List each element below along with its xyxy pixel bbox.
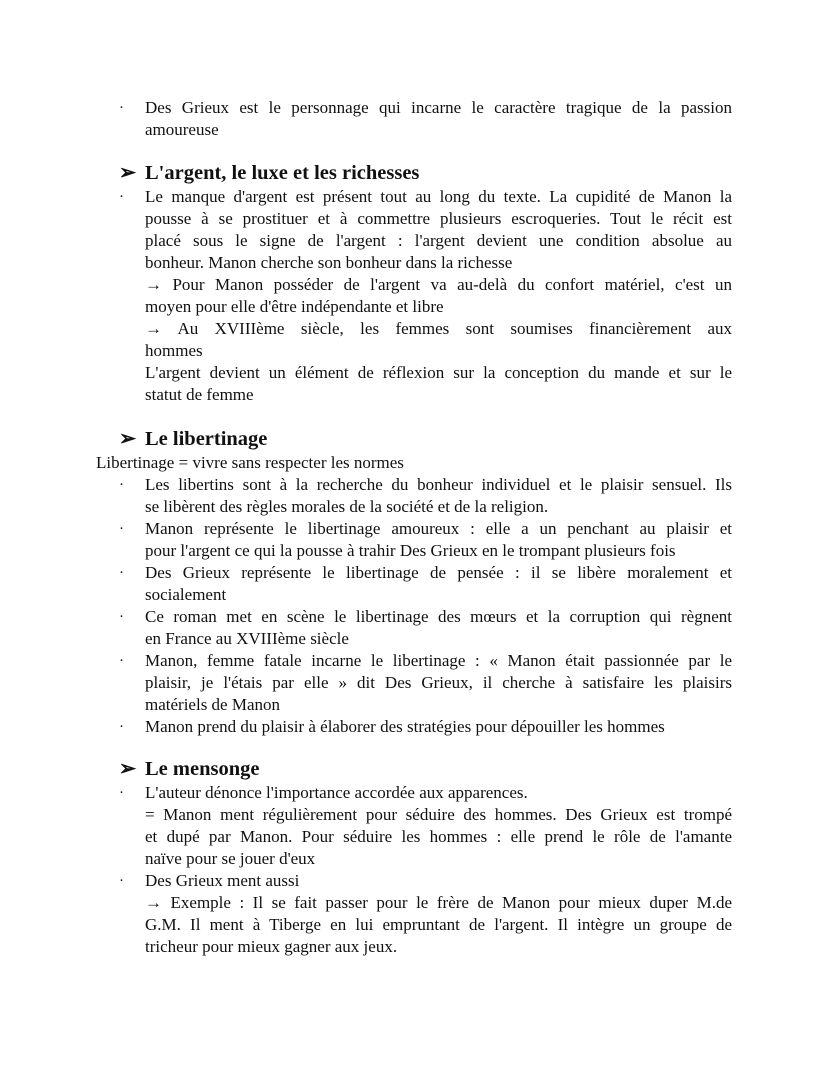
section-heading xyxy=(0,426,828,452)
text-line: · Des Grieux représente le libertinage de pensée : il se libère moralement et xyxy=(145,563,732,582)
text-line: · Les libertins sont à la recherche du bonheur individuel et le plaisir sensuel. Ils xyxy=(145,475,732,494)
text-line: · Manon représente le libertinage amoureux : elle a un penchant au plaisir et xyxy=(145,519,732,538)
text-line: bonheur. Manon cherche son bonheur dans la richesse xyxy=(145,253,513,272)
section-heading xyxy=(0,160,828,186)
text-line: socialement xyxy=(145,585,227,604)
text-line: · Ce roman met en scène le libertinage des mœurs et la corruption qui règnent xyxy=(145,607,732,626)
list-item xyxy=(0,782,828,870)
arrow-bullet-icon: ➢ xyxy=(119,162,137,184)
section-libertinage xyxy=(0,426,828,738)
list-item xyxy=(0,562,828,606)
text-line: pousse à se prostituer et à commettre plusieurs escroqueries. Tout le récit est xyxy=(145,209,732,228)
text-line: → Au XVIIIème siècle, les femmes sont soumises financièrement aux xyxy=(145,319,732,338)
arrow-bullet-icon: ➢ xyxy=(119,428,137,450)
text-line: L'argent devient un élément de réflexion sur la conception du mande et sur le xyxy=(145,363,732,382)
text-line: placé sous le signe de l'argent : l'argent devient une condition absolue au xyxy=(145,231,732,250)
heading-text: Le mensonge xyxy=(145,758,260,780)
text-line: → Pour Manon posséder de l'argent va au-delà du confort matériel, c'est un xyxy=(145,275,732,294)
text-line: G.M. Il ment à Tiberge en lui empruntant de l'argent. Il intègre un groupe de xyxy=(145,915,732,934)
text-line: amoureuse xyxy=(145,120,219,139)
heading-text: L'argent, le luxe et les richesses xyxy=(145,162,420,184)
section-mensonge xyxy=(0,756,828,958)
section-heading xyxy=(0,756,828,782)
list-item xyxy=(0,518,828,562)
list-item xyxy=(0,870,828,958)
text-line: · Des Grieux ment aussi xyxy=(145,871,300,890)
section-argent xyxy=(0,160,828,406)
text-line: · Le manque d'argent est présent tout au long du texte. La cupidité de Manon la xyxy=(145,187,732,206)
heading-text: Le libertinage xyxy=(145,428,268,450)
text-line: se libèrent des règles morales de la société et de la religion. xyxy=(145,497,549,516)
list-item xyxy=(0,606,828,650)
definition-text: Libertinage = vivre sans respecter les normes xyxy=(96,453,404,472)
text-line: et dupé par Manon. Pour séduire les hommes : elle prend le rôle de l'amante xyxy=(145,827,732,846)
text-line: · Manon, femme fatale incarne le libertinage : « Manon était passionnée par le xyxy=(145,651,732,670)
list-item xyxy=(0,186,828,406)
list-item xyxy=(0,650,828,716)
text-line: matériels de Manon xyxy=(145,695,281,714)
list-item xyxy=(0,474,828,518)
text-line: · L'auteur dénonce l'importance accordée aux apparences. xyxy=(145,783,528,802)
intro-section xyxy=(0,97,828,141)
text-line: moyen pour elle d'être indépendante et libre xyxy=(145,297,444,316)
text-line: plaisir, je l'étais par elle » dit Des Grieux, il cherche à satisfaire les plaisirs xyxy=(145,673,732,692)
text-line: statut de femme xyxy=(145,385,254,404)
list-item xyxy=(0,97,828,141)
list-item xyxy=(0,716,828,738)
text-line: en France au XVIIIème siècle xyxy=(145,629,349,648)
arrow-bullet-icon: ➢ xyxy=(119,758,137,780)
text-line: · Manon prend du plaisir à élaborer des stratégies pour dépouiller les hommes xyxy=(145,717,665,736)
text-line: = Manon ment régulièrement pour séduire des hommes. Des Grieux est trompé xyxy=(145,805,732,824)
text-line: pour l'argent ce qui la pousse à trahir Des Grieux en le trompant plusieurs fois xyxy=(145,541,676,560)
text-line: tricheur pour mieux gagner aux jeux. xyxy=(145,937,398,956)
text-line: naïve pour se jouer d'eux xyxy=(145,849,316,868)
text-line: hommes xyxy=(145,341,203,360)
text-line: → Exemple : Il se fait passer pour le frère de Manon pour mieux duper M.de xyxy=(145,893,732,912)
text-line: · Des Grieux est le personnage qui incarne le caractère tragique de la passion xyxy=(145,98,732,117)
